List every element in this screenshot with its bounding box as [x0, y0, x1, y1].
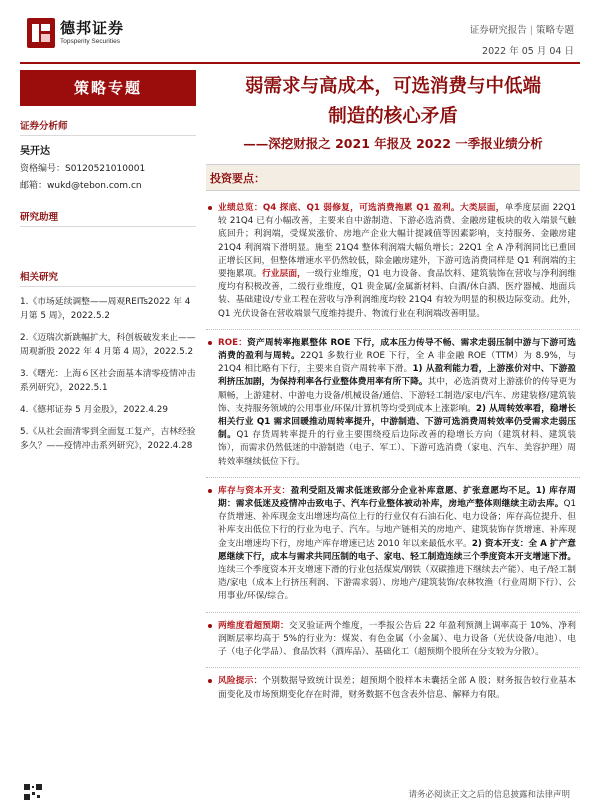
- header-divider: [20, 62, 580, 64]
- related-item[interactable]: 3.《曙光：上海６区社会面基本清零疫情冲击系列研究》，2022.5.1: [20, 369, 196, 393]
- report-header: [0, 0, 600, 66]
- related-item[interactable]: 4.《德邦证券 5 月金股》，2022.4.29: [20, 405, 168, 415]
- qr-code-icon: [24, 784, 42, 800]
- point-text: Q1 存货周转率提升的行业主要围绕疫后边际改善的稳增长方向（建筑材料、建筑装饰），而需求仍然低迷的中游制造（电子、军工）、下游可选消费（家电、汽车、美容护理）周转效率继续低位下行。: [218, 430, 577, 467]
- key-point-inventory-capex: [206, 478, 580, 613]
- title-line-2: 制造的核心矛盾: [328, 106, 458, 127]
- key-points-heading: 投资要点：: [206, 164, 580, 191]
- report-type: 证券研究报告: [469, 25, 527, 36]
- related-heading: 相关研究: [20, 269, 196, 287]
- key-points-list: [206, 195, 580, 710]
- assistant-area: [20, 227, 196, 257]
- sidebar-banner: 策略专题: [20, 70, 196, 106]
- analyst-name: 吴开达: [20, 146, 50, 157]
- related-research-list: [20, 295, 196, 453]
- email-value[interactable]: wukd@tebon.com.cn: [47, 181, 142, 191]
- title-line-1: 弱需求与高成本，可选消费与中低端: [244, 76, 541, 97]
- related-item[interactable]: 1.《市场延续调整——周观REITs2022 年 4 月第 5 周》，2022.5.2: [20, 297, 191, 321]
- analyst-heading: 证券分析师: [20, 118, 196, 136]
- point-lead: 业绩总览：: [218, 203, 263, 213]
- key-point-beat-expectations: [206, 613, 580, 669]
- footer-disclaimer: 请务必阅读正文之后的信息披露和法律声明: [408, 790, 570, 800]
- related-item[interactable]: 2.《迈瑞次新跳幅扩大，科创板破发来止——周观新股 2022 年 4 月第 4 周》，2022.5.2: [20, 333, 196, 357]
- report-subtitle: ——深挖财报之 2021 年报及 2022 一季报业绩分析: [243, 136, 543, 151]
- point-bold: 1) 从盈利能力看，上游涨价对中、下游盈利挤压加剧，为保持利率各行业整体费用率有所下降。: [218, 364, 576, 388]
- header-separator: |: [529, 25, 533, 36]
- page-footer: [0, 770, 600, 800]
- point-bold: Q4 探底、Q1 弱修复，可选消费拖累 Q1 盈利。大类层面，: [262, 203, 505, 213]
- cert-value: S0120521010001: [65, 164, 146, 174]
- related-item[interactable]: 5.《从社会面清零到全面复工复产，吉林经验多久？——疫情冲击系列研究》，2022.4.28: [20, 427, 196, 451]
- email-label: 邮箱：: [20, 181, 48, 191]
- key-point-performance: [206, 195, 580, 330]
- logo-text: 德邦证券: [60, 19, 125, 37]
- key-point-roe: [206, 330, 580, 478]
- cert-label: 资格编号：: [20, 164, 66, 174]
- sidebar: [20, 70, 196, 461]
- report-category: 策略专题: [535, 25, 574, 36]
- point-lead: 两维度看超预期：: [218, 620, 289, 631]
- point-bold: 2) 资本开支：全 A 扩产意愿继续下行，成本与需求共同压制的电子、家电、轻工制造连续三个季度资本开支增速下滑。: [218, 538, 576, 562]
- point-text: 22Q1 多数行业 ROE 下行，全 A 非金融 ROE（TTM）为 8.9%，与 21Q4 相比略有下行，主要来自资产周转率下滑。: [218, 351, 577, 375]
- point-bold: 2) 从周转效率看，稳增长相关行业 Q1 需求回暖推动周转率提升，中游制造、下游可选消费周转效率仍受需求走弱压制。: [218, 403, 576, 441]
- report-date: 2022 年 05 月 04 日: [482, 46, 574, 57]
- main-content: [206, 70, 580, 710]
- point-lead: 风险提示：: [218, 676, 263, 687]
- point-text: Q1 存货增速、补库现金支出增速均高位上行的行业仅有石油石化、电力设备；库存高位提升、但补库支出低位下行的行业为电子、汽车。与地产链相关的房地产、建筑装饰存货增速、补库现金支出增速均下行，房地产库存增速已达 2010 年以来最低水平。: [218, 499, 576, 549]
- point-text: 其中，必选消费对上游涨价的传导更为顺畅，上游建材、中游电力设备/机械设备/通信、下游轻工制造/家电/汽车、房建装修/建筑装饰、支持服务领域的公用事业/环保/计算机等均受到成本上涨影响。: [218, 377, 577, 414]
- point-lead: 库存与资本开支：: [218, 485, 291, 496]
- point-text: 单季度层面 22Q1 较 21Q4 已有小幅改善，主要来自中游制造、下游必选消费、金融房建板块的收入端景气触底回升；利润端，受煤炭涨价、房地产企业大幅计提减值等因素影响，支持服务、金融房建 21Q4 利润端下滑明显。施至 21Q4 整体利润端大幅负增长；22Q1 全 A 净利润同比已重回正增长区间，但整体增速水平仍然较低，除金融房建外，下游可选消费同样是 Q1 利润端的主要拖累项。: [218, 203, 577, 280]
- point-text: 连续三个季度资本开支增速下滑的行业包括煤炭/钢铁（双碳推进下继续去产能）、电子/轻工制造/家电（成本上行挤压利润、下游需求弱）、房地产/建筑装饰/农林牧渔（行业周期下行）、公用事业/环保/综合。: [218, 565, 576, 602]
- point-text: 交叉验证两个维度，一季报公告后 22 年盈利预测上调率高于 10%、净利润断层率均高于 5%的行业为：煤炭、有色金属（小金属）、电力设备（光伏设备/电池）、电子（电子化学品）、食品饮料（酒库品）、基础化工（超预期个股所在分支较为分散）。: [218, 620, 576, 658]
- point-lead: ROE：: [218, 337, 248, 348]
- point-text: 个别数据导致统计误差；超预期个股样本未囊括全部 A 股；财务报告较行业基本面变化及市场预期变化存在时滞，财务数据不包含表外信息、解释力有限。: [218, 676, 577, 700]
- point-bold: 资产周转率拖累整体 ROE 下行，成本压力传导不畅、需求走弱压制中游与下游可选消费的盈利与周转。: [218, 337, 576, 362]
- tebon-logo-icon: [27, 18, 55, 48]
- report-title: [206, 72, 580, 132]
- key-point-risk: [206, 668, 580, 709]
- analyst-email: [20, 178, 196, 191]
- point-text: 一级行业维度，Q1 电力设备、食品饮料、建筑装饰在营收与净利润维度均有积极改善，二级行业维度，Q1 贵金属/金属新材料、白酒/休白酒、医疗器械、地面兵装、基础建设/专业工程在营收与净利润维度均较 21Q4 有较为明显的积极边际变动。此外，Q1 光伏设备在营收端景气度维持提升、物流行业在利润端改善明显。: [218, 269, 577, 319]
- logo-english: Topsperity Securities: [60, 38, 120, 45]
- point-bold: 盈利受阻及需求低迷致部分企业补库意愿、扩张意愿均不足。1) 库存周期：需求低迷及疫情冲击致电子、汽车行业整体被动补库，房地产整体则继续主动去库。: [218, 485, 576, 510]
- assistant-heading: 研究助理: [20, 209, 196, 227]
- analyst-cert: [20, 161, 196, 174]
- header-report-type: [470, 22, 574, 36]
- point-bold: 行业层面，: [261, 269, 306, 280]
